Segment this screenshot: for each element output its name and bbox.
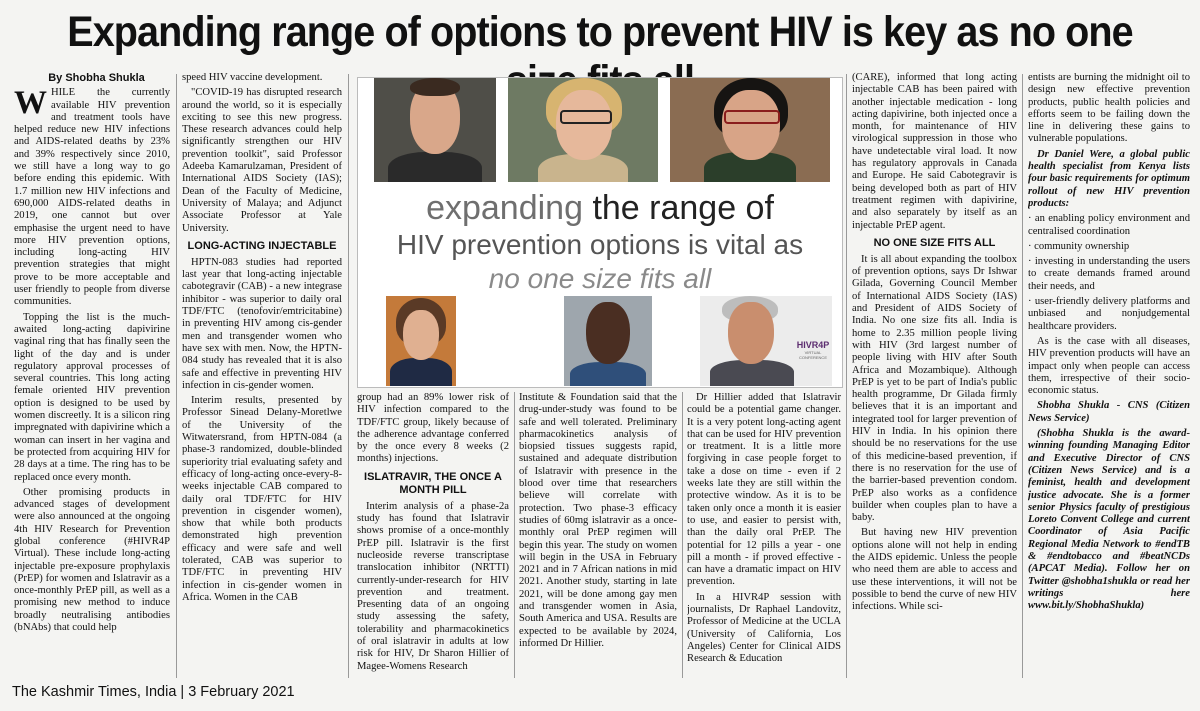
photo-man-2 bbox=[564, 296, 652, 386]
column-divider bbox=[846, 74, 847, 678]
col2-para-4: Interim results, presented by Professor Sinead Delany-Moretlwe of the University of the Witwatersrand, from HPTN-084 (a phase-3 randomized, double-blinded superiority trial evaluating safety and efficacy of long-acting once-every-8-weeks injectable CAB compared to daily oral TDF/FTC for HIV prevention in cisgender women), show that while both products demonstrated high prevention efficacy and were safe and well tolerated, CAB was superior to TDF/FTC in preventing HIV infection in cis-gender women in Africa. Women in the CAB bbox=[182, 395, 342, 603]
headline: Expanding range of options to prevent HIV is key as no one bbox=[67, 8, 1133, 56]
col5-para-1: Dr Hillier added that Islatravir could be a potential game changer. It is a very potent long-acting agent that can be used for HIV prevention or treatment. It is a little more forgiving in case people forget to take a dose on time - even if 2 weeks late they are still within the protective window. As it is to be taken only once a month it is easier to use, and easier to persist with, than the daily oral PrEP. The potential for 12 pills a year - one pill a month - if proved effective - can have a dramatic impact on HIV prevention. bbox=[687, 392, 841, 588]
column-6 bbox=[852, 72, 1017, 682]
photo-woman-1 bbox=[508, 78, 658, 182]
col4-para-1: Institute & Foundation said that the drug-under-study was found to be safe and well tolerated. Preliminary pharmacokinetics analysis of biopsied tissues suggests rapid, sustained and adequate distribution of Islatravir with presence in the blood over time that researchers believe will correlate with protection. Two phase-3 efficacy studies of 60mg islatravir as a once-monthly oral PrEP regimen will begin this year. The study on women will begin in the USA in February 2021 and in 7 African nations in mid 2021. Another study, starting in late 2021, will be done among gay men and transgender women in Asia, South America and USA. Results are expected to be available by 2024, informed Dr Hillier. bbox=[519, 392, 677, 649]
column-3 bbox=[357, 392, 509, 682]
col1-para-3: Other promising products in advanced stages of development were also announced at the ongoing 4th HIV Research for Prevention global conference (#HIVR4P Virtual). These include long-acting injectable pre-exposure prophylaxis (PrEP) for women and Islatravir as a once-monthly PrEP pill, as well as a promising new method to induce broadly neutralising antibodies (bNAbs) that could help bbox=[14, 486, 170, 634]
col7-list-4: · user-friendly delivery platforms and unbiased and nonjudgemental healthcare providers. bbox=[1028, 296, 1190, 332]
col6-para-3: But having new HIV prevention options alone will not help in ending the AIDS epidemic. Unless the people who need them are able to access and use these interventions, it will not be possible to bend the curve of new HIV infections. While sci- bbox=[852, 527, 1017, 613]
col7-list-1: · an enabling policy environment and centralised coordination bbox=[1028, 213, 1190, 237]
subhead-islatravir: ISLATRAVIR, THE ONCE A MONTH PILL bbox=[364, 470, 502, 496]
column-1 bbox=[14, 72, 170, 682]
col7-quote: Dr Daniel Were, a global public health specialist from Kenya lists four basic requirements for optimum rollout of new HIV prevention products: bbox=[1028, 148, 1190, 209]
col1-para-1: WHILE the currently available HIV prevention and treatment tools have helped reduce new HIV infections and AIDS-related deaths by 23% and 39% respectively since 2010, we still have a long way to go before ending this epidemic. With 1.7 million new HIV infections and 690,000 AIDS-related deaths in 2019, one cannot but over emphasise the urgent need to have more HIV prevention options, including long-acting HIV prevention strategies that might prove to be more acceptable and user friendly to people from diverse communities. bbox=[14, 85, 170, 308]
col7-list-2: · community ownership bbox=[1028, 240, 1130, 252]
col6-para-1: (CARE), informed that long acting injectable CAB has been paired with another injectable medication - long acting dapivirine, both injected once a month, for maintenance of HIV virological suppression in those who have undetectable viral load. It now has regulatory approvals in Canada and Europe. He said Cabotegravir is being developed both as part of HIV treatment regimen with dapivirine, and also separately by itself as an injectable PrEP agent. bbox=[852, 72, 1017, 231]
subhead-no-one-size: NO ONE SIZE FITS ALL bbox=[873, 236, 996, 249]
column-5 bbox=[687, 392, 841, 682]
slogan-line-2: HIV prevention options is vital as bbox=[396, 229, 804, 260]
col6-para-2: It is all about expanding the toolbox of prevention options, says Dr Ishwar Gilada, Governing Council Member of International AIDS Society (IAS) and President of AIDS Society of India. No one size fits all. India is home to 2.35 million people living with HIV (3rd largest number of people living with HIV after South Africa and Mozambique). Although PrEP is yet to be part of India's public health programme, Dr Gilada firmly believes that it is an important and integrated tool for larger prevention of HIV in India. In his opinion there should be no reservations for the use of this medicine-based prevention, if there is no reservation for the use of the barrier-based prevention condom. PrEP also works as a confidence builder when couples plan to have a baby. bbox=[852, 253, 1017, 524]
photo-woman-2 bbox=[670, 78, 830, 182]
byline: By Shobha Shukla bbox=[48, 72, 145, 84]
col7-author-bio: (Shobha Shukla is the award-winning founding Managing Editor and Executive Director of CNS (Citizen News Service) and is a feminist, health and development justice advocate. She is a former senior Physics faculty of prestigious Loreto Convent College and current Coordinator of Asia Pacific Regional Media Network to #endTB & #endtobacco and #beatNCDs (APCAT Media). Follow her on Twitter @shobha1shukla or read her writings here www.bit.ly/ShobhaShukla) bbox=[1028, 428, 1190, 612]
col7-signature: Shobha Shukla - CNS (Citizen News Service) bbox=[1028, 400, 1190, 424]
photo-woman-3 bbox=[386, 296, 456, 386]
col7-para-1: entists are burning the midnight oil to design new effective prevention products, public health policies and efforts seem to be failing down the line in delivering these gains to vulnerable populations. bbox=[1028, 72, 1190, 145]
column-divider bbox=[514, 392, 515, 678]
photo-collage bbox=[357, 77, 843, 388]
col3-para-2: Interim analysis of a phase-2a study has found that Islatravir shows promise of a once-monthly PrEP pill. Islatravir is the first nucleoside reverse transcriptase translocation inhibitor (NRTTI) currently-under-research for HIV prevention and treatment. Presenting data of an ongoing study assessing the safety, tolerability and pharmacokinetics of oral islatravir in adults at low risk for HIV, Dr Sharon Hillier of Magee-Womens Research bbox=[357, 500, 509, 672]
column-divider bbox=[176, 74, 177, 678]
slogan-line-3: no one size fits all bbox=[488, 263, 712, 294]
col2-para-1: speed HIV vaccine development. bbox=[182, 72, 323, 83]
subhead-long-acting-injectable: LONG-ACTING INJECTABLE bbox=[187, 239, 337, 252]
col7-para-2: As is the case with all diseases, HIV prevention products will have an impact only when people can access them, irrespective of their socio-economic status. bbox=[1028, 335, 1190, 397]
drop-cap: W bbox=[14, 85, 47, 122]
column-divider bbox=[1022, 74, 1023, 678]
col7-list-3: · investing in understanding the users to create demands framed around their needs, and bbox=[1028, 256, 1190, 292]
col1-para-2: Topping the list is the much-awaited long-acting dapivirine vaginal ring that has finally seen the light of the day and is under regulatory approval processes of several countries. This long acting female oriented HIV prevention option is designed to be used by women discreetly. It is a silicon ring impregnated with dapivirine which a woman can insert in her vagina and be protected from acquiring HIV for 28 days at a time. The ring has to be replaced once every month. bbox=[14, 311, 170, 483]
col3-para-1: group had an 89% lower risk of HIV infection compared to the TDF/FTC group, likely because of the adherence advantage conferred by the once every 8 weeks (2 months) injections. bbox=[357, 392, 509, 465]
column-divider bbox=[348, 74, 349, 678]
column-4 bbox=[519, 392, 677, 682]
column-7 bbox=[1028, 72, 1190, 687]
col2-para-2: "COVID-19 has disrupted research around the world, so it is especially exciting to see this new progress. These research advances could help significantly strengthen our HIV prevention toolkit", said Professor Adeeba Kamarulzaman, President of International AIDS Society (IAS); Dean of the Faculty of Medicine, University of Malaya; and Adjunct Associate Professor at Yale University. bbox=[182, 87, 342, 234]
column-2 bbox=[182, 72, 342, 682]
photo-man-1 bbox=[374, 78, 496, 182]
hivr4p-logo: HIVR4P VIRTUAL CONFERENCE bbox=[796, 340, 830, 360]
photo-man-3 bbox=[700, 296, 832, 386]
column-divider bbox=[682, 392, 683, 678]
slogan-line-1: expanding the range of bbox=[426, 189, 774, 227]
footer-publication: The Kashmir Times, India | 3 February 2021 bbox=[12, 684, 295, 700]
col5-para-2: In a HIVR4P session with journalists, Dr Raphael Landovitz, Professor of Medicine at the UCLA (University of California, Los Angeles) Center for Clinical AIDS Research & Education bbox=[687, 591, 841, 665]
col2-para-3: HPTN-083 studies had reported last year that long-acting injectable cabotegravir (CAB) - a new integrase inhibitor - was superior to daily oral TDF/FTC (tenofovir/emtricitabine) in preventing HIV among cis-gender men and transgender women who have sex with men. Now, the HPTN-084 study has revealed that it is also safe and effective in preventing HIV infection in cis-gender women. bbox=[182, 256, 342, 391]
